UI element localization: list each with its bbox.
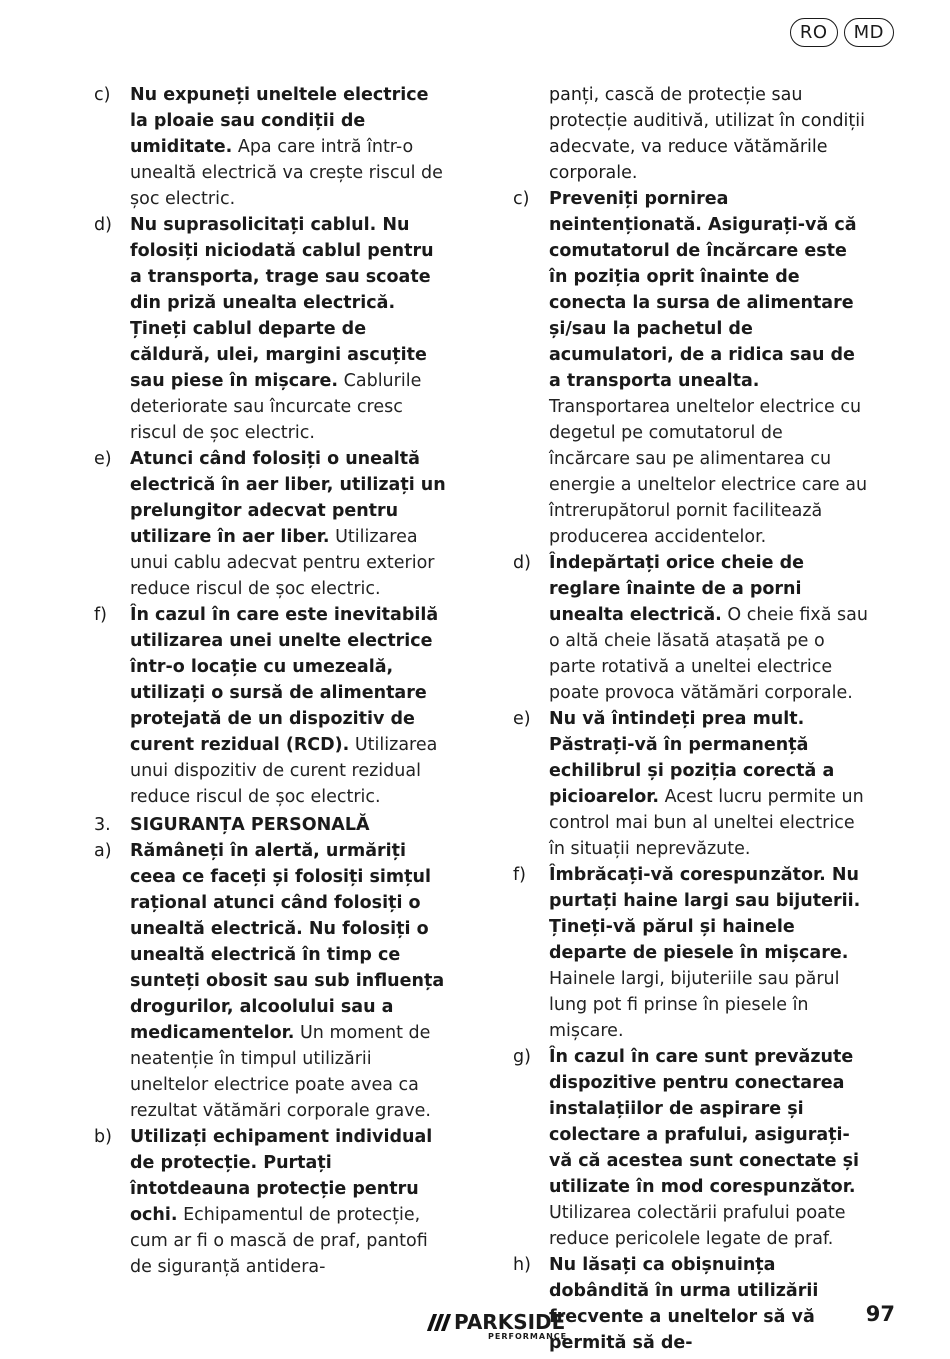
item-heading: Îmbrăcați-vă corespunzător. Nu purtați haine largi sau bijuterii. Țineți-vă părul și hainele departe de piesele în mișcare. <box>549 865 861 963</box>
item-text: Un moment de neatenție în timpul utilizării uneltelor electrice poate avea ca rezultat vătămări corporale grave. <box>130 1023 431 1121</box>
item-marker: f) <box>94 605 107 625</box>
item-marker: d) <box>513 553 531 573</box>
item-heading: Nu lăsați ca obișnuința dobândită în urma utilizării frecvente a uneltelor să vă permită să de- <box>549 1255 819 1353</box>
right-column <box>513 82 868 1356</box>
list-item-e <box>513 706 868 862</box>
page-number: 97 <box>865 1302 895 1326</box>
item-marker: a) <box>94 841 112 861</box>
list-item-c <box>513 186 868 550</box>
list-item-c <box>94 82 449 212</box>
item-marker: c) <box>94 85 111 105</box>
list-item-g <box>513 1044 868 1252</box>
item-heading: Nu suprasolicitați cablul. Nu folosiți niciodată cablul pentru a transporta, trage sau scoate din priză unealta electrică. Țineți cablul departe de căldură, ulei, margini ascuțite sau piese în mișcare. <box>130 215 434 391</box>
left-column <box>94 82 449 1280</box>
item-text: Utilizarea unui cablu adecvat pentru exterior reduce riscul de șoc electric. <box>130 527 435 599</box>
item-heading: În cazul în care sunt prevăzute dispozitive pentru conectarea instalațiilor de aspirare și colectare a prafului, asigurați-vă că acestea sunt conectate și utilizate în mod corespunzător. <box>549 1047 859 1197</box>
item-text: O cheie fixă sau o altă cheie lăsată atașată pe o parte rotativă a uneltei electrice poate provoca vătămări corporale. <box>549 605 868 703</box>
item-marker: e) <box>513 709 531 729</box>
item-marker: c) <box>513 189 530 209</box>
item-text: Utilizarea colectării prafului poate reduce pericolele legate de praf. <box>549 1203 846 1249</box>
continued-text: panți, cască de protecție sau protecție auditivă, utilizat în condiții adecvate, va reduce vătămările corporale. <box>549 85 866 183</box>
item-marker: e) <box>94 449 112 469</box>
item-text: Acest lucru permite un control mai bun al uneltei electrice în situații neprevăzute. <box>549 787 864 859</box>
item-heading: Atunci când folosiți o unealtă electrică în aer liber, utilizați un prelungitor adecvat pentru utilizare în aer liber. <box>130 449 446 547</box>
item-text: Hainele largi, bijuteriile sau părul lung pot fi prinse în piesele în mișcare. <box>549 969 840 1041</box>
item-text: Apa care intră într-o unealtă electrică va crește riscul de șoc electric. <box>130 137 443 209</box>
section-title: SIGURANȚA PERSONALĂ <box>130 815 370 835</box>
item-text: Echipamentul de protecție, cum ar fi o mască de praf, pantofi de siguranță antidera- <box>130 1205 428 1277</box>
section-heading <box>94 812 449 838</box>
item-marker: b) <box>94 1127 112 1147</box>
item-text: Cablurile deteriorate sau încurcate cresc riscul de șoc electric. <box>130 371 422 443</box>
item-heading: Îndepărtați orice cheie de reglare înainte de a porni unealta electrică. <box>549 553 805 625</box>
item-marker: d) <box>94 215 112 235</box>
parkside-logo <box>430 1310 567 1341</box>
list-item-b <box>94 1124 449 1280</box>
brand-name: PARKSIDE <box>454 1310 566 1334</box>
item-heading: Preveniți pornirea neintenționată. Asigurați-vă că comutatorul de încărcare este în poziția oprit înainte de conecta la sursa de alimentare și/sau la pachetul de acumulatori, de a ridica sau de a transporta unealta. <box>549 189 857 391</box>
language-badge-ro: RO <box>790 18 838 47</box>
item-heading: Utilizați echipament individual de protecție. Purtați întotdeauna protecție pentru ochi. <box>130 1127 433 1225</box>
list-item-f <box>94 602 449 810</box>
language-badges <box>790 18 894 47</box>
list-item-f <box>513 862 868 1044</box>
item-text: Transportarea uneltelor electrice cu degetul pe comutatorul de încărcare sau pe alimentarea cu energie a uneltelor electrice care au întrerupătorul pornit facilitează producerea accidentelor. <box>549 397 868 547</box>
list-item-d <box>513 550 868 706</box>
item-heading: Nu expuneți uneltele electrice la ploaie sau condiții de umiditate. <box>130 85 429 157</box>
item-marker: h) <box>513 1255 531 1275</box>
list-item-d <box>94 212 449 446</box>
item-heading: În cazul în care este inevitabilă utilizarea unei unelte electrice într-o locație cu umezeală, utilizați o sursă de alimentare protejată de un dispozitiv de curent rezidual (RCD). <box>130 605 439 755</box>
item-marker: g) <box>513 1047 531 1067</box>
section-number: 3. <box>94 815 111 835</box>
item-marker: f) <box>513 865 526 885</box>
item-heading: Rămâneți în alertă, urmăriți ceea ce faceți și folosiți simțul rațional atunci când folosiți o unealtă electrică. Nu folosiți o unealtă electrică în timp ce sunteți obosit sau sub influența drogurilor, alcoolului sau a medicamentelor. <box>130 841 445 1043</box>
item-heading: Nu vă întindeți prea mult. Păstrați-vă în permanență echilibrul și poziția corectă a picioarelor. <box>549 709 835 807</box>
brand-subtitle: PERFORMANCE <box>488 1332 568 1341</box>
item-text: Utilizarea unui dispozitiv de curent rezidual reduce riscul de șoc electric. <box>130 735 438 807</box>
language-badge-md: MD <box>844 18 894 47</box>
brand-slashes-icon <box>430 1314 448 1331</box>
list-item-a <box>94 838 449 1124</box>
list-item-e <box>94 446 449 602</box>
